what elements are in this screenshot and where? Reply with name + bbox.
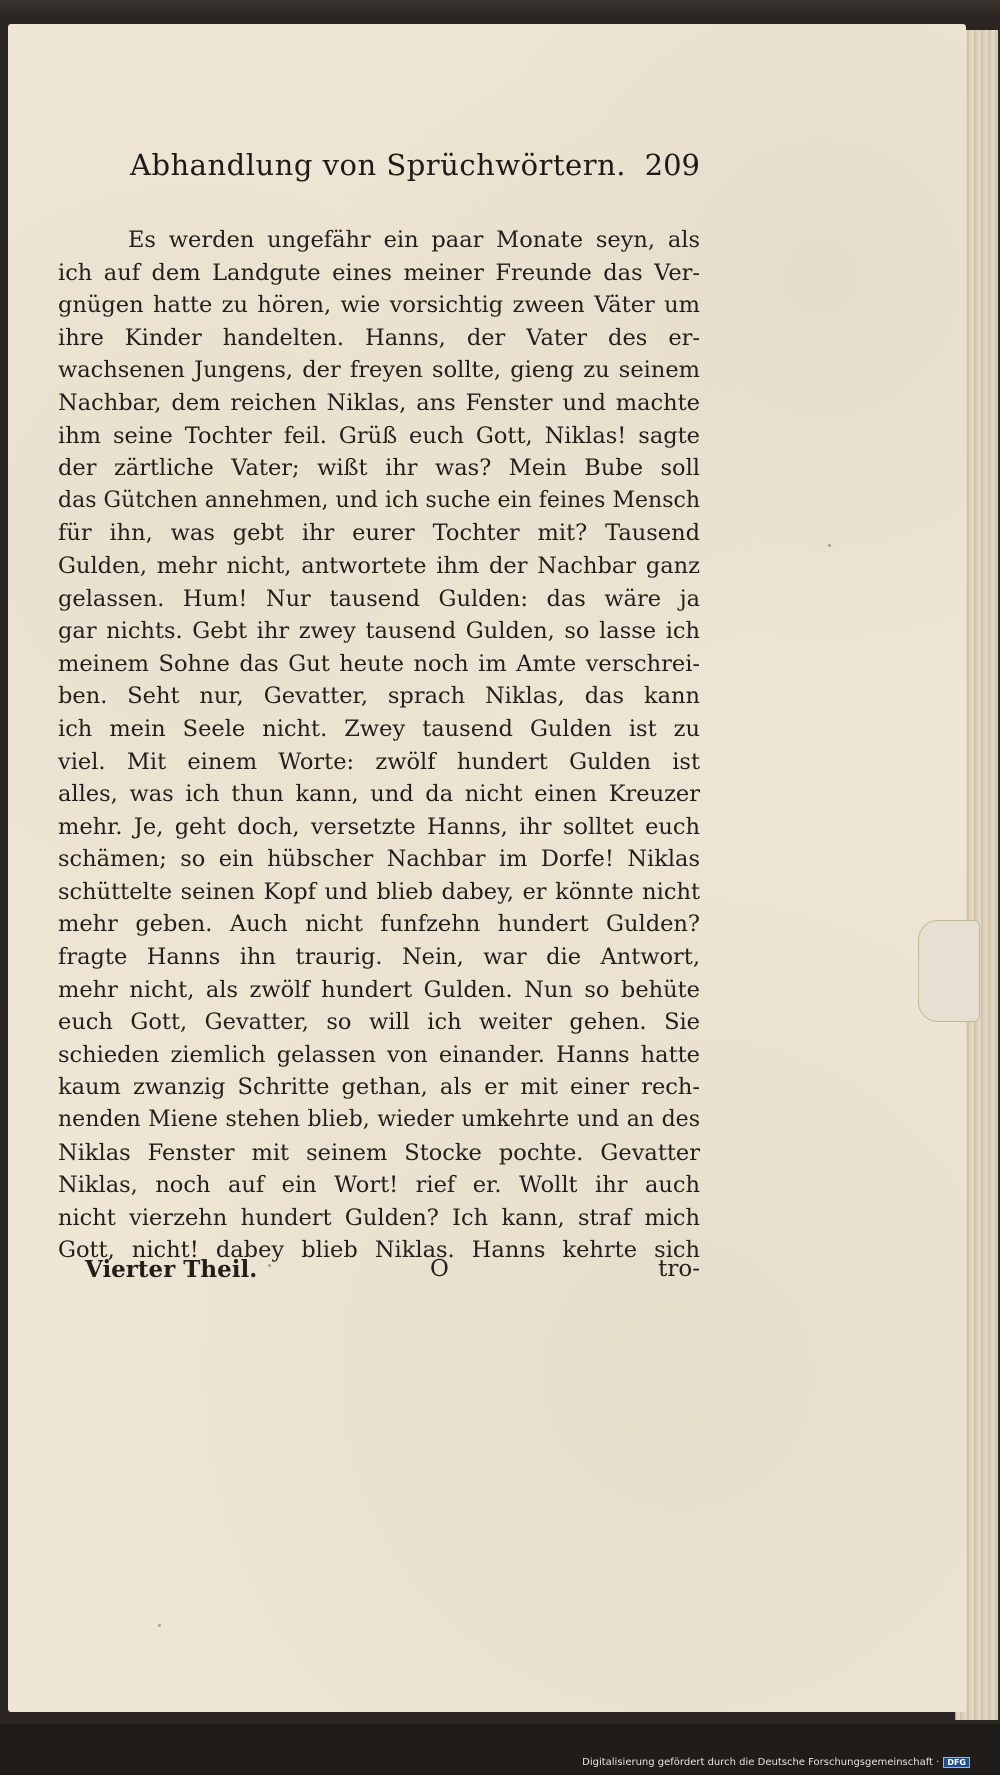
text-line: euch Gott, Gevatter, so will ich weiter gehen. Sie	[58, 1009, 700, 1036]
text-line: mehr. Je, geht doch, versetzte Hanns, ihr solltet euch	[58, 813, 700, 840]
text-line: alles, was ich thun kann, und da nicht einen Kreuzer	[58, 781, 700, 808]
text-line: gelassen. Hum! Nur tausend Gulden: das wäre ja	[58, 585, 700, 612]
text-line: der zärtliche Vater; wißt ihr was? Mein Bube soll	[58, 455, 700, 482]
running-title: Abhandlung von Sprüchwörtern.	[130, 148, 626, 182]
text-line: viel. Mit einem Worte: zwölf hundert Gulden ist	[58, 748, 700, 775]
text-line: schämen; so ein hübscher Nachbar im Dorfe! Niklas	[58, 846, 700, 873]
body-text	[58, 224, 700, 1267]
text-line: ben. Seht nur, Gevatter, sprach Niklas, das kann	[58, 683, 700, 710]
signature-line: Vierter Theil.	[85, 1256, 258, 1283]
signature-mark: O	[430, 1256, 449, 1282]
page-tab	[918, 920, 980, 1022]
page-footer	[85, 1256, 700, 1292]
text-line: mehr geben. Auch nicht funfzehn hundert Gulden?	[58, 911, 700, 938]
text-line: schieden ziemlich gelassen von einander. Hanns hatte	[58, 1041, 700, 1068]
text-line: ich auf dem Landgute eines meiner Freunde das Ver-	[58, 259, 700, 286]
page-number: 209	[644, 148, 700, 182]
text-line: nicht vierzehn hundert Gulden? Ich kann, straf mich	[58, 1204, 700, 1231]
text-line: gar nichts. Gebt ihr zwey tausend Gulden, so lasse ich	[58, 618, 700, 645]
text-line: ich mein Seele nicht. Zwey tausend Gulden ist zu	[58, 715, 700, 742]
text-line: fragte Hanns ihn traurig. Nein, war die Antwort,	[58, 944, 700, 971]
text-line: ihm seine Tochter feil. Grüß euch Gott, Niklas! sagte	[58, 422, 700, 449]
scanner-bottom-band	[0, 1724, 1000, 1775]
text-line: Es werden ungefähr ein paar Monate seyn, als	[128, 227, 700, 253]
text-line: schüttelte seinen Kopf und blieb dabey, er könnte nicht	[58, 878, 700, 905]
text-line: Nachbar, dem reichen Niklas, ans Fenster und machte	[58, 389, 700, 416]
text-line: Gulden, mehr nicht, antwortete ihm der Nachbar ganz	[58, 552, 700, 579]
digitization-credit	[582, 1755, 970, 1769]
credit-text: Digitalisierung gefördert durch die Deutsche Forschungsgemeinschaft ·	[582, 1756, 940, 1768]
text-line: meinem Sohne das Gut heute noch im Amte verschrei-	[58, 650, 700, 677]
text-line: das Gütchen annehmen, und ich suche ein feines Mensch	[58, 487, 700, 513]
dfg-logo: DFG	[943, 1757, 970, 1768]
text-line: ihre Kinder handelten. Hanns, der Vater des er-	[58, 324, 700, 351]
text-line: gnügen hatte zu hören, wie vorsichtig zween Väter um	[58, 292, 700, 319]
text-line: wachsenen Jungens, der freyen sollte, gieng zu seinem	[58, 357, 700, 384]
paper-speck	[158, 1624, 161, 1627]
text-line: für ihn, was gebt ihr eurer Tochter mit? Tausend	[58, 520, 700, 547]
text-line: Gott, nicht! dabey blieb Niklas. Hanns kehrte sich	[58, 1237, 700, 1264]
text-line: Niklas, noch auf ein Wort! rief er. Wollt ihr auch	[58, 1172, 700, 1199]
page-header	[130, 148, 700, 198]
catchword: tro-	[658, 1256, 700, 1282]
text-line: kaum zwanzig Schritte gethan, als er mit einer rech-	[58, 1074, 700, 1101]
text-line: nenden Miene stehen blieb, wieder umkehrte und an des	[58, 1107, 700, 1133]
text-line: Niklas Fenster mit seinem Stocke pochte. Gevatter	[58, 1139, 700, 1166]
paper-speck	[828, 544, 831, 547]
text-line: mehr nicht, als zwölf hundert Gulden. Nun so behüte	[58, 976, 700, 1003]
